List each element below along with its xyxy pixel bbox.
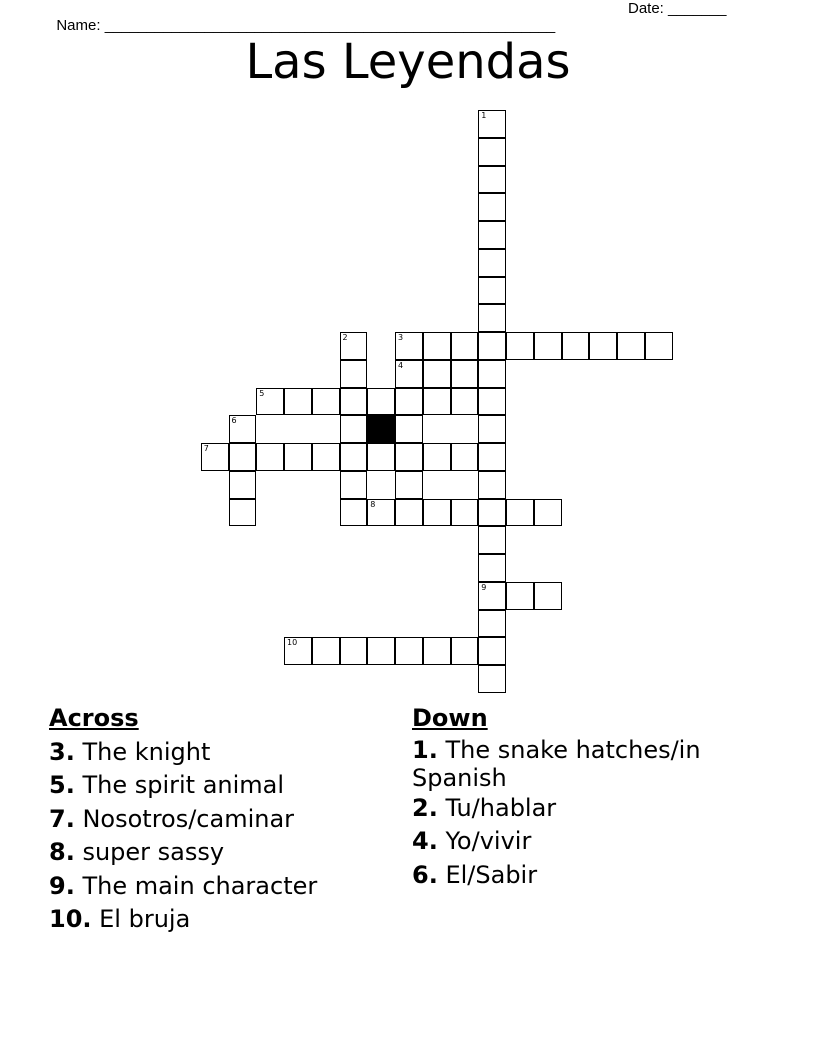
crossword-cell[interactable] <box>395 388 423 416</box>
clue-number: 1. <box>412 735 438 764</box>
across-heading: Across <box>49 704 139 732</box>
crossword-cell[interactable] <box>229 415 257 443</box>
across-clues <box>49 702 389 937</box>
crossword-cell[interactable] <box>478 526 506 554</box>
crossword-cell[interactable] <box>340 637 368 665</box>
crossword-cell[interactable] <box>395 499 423 527</box>
crossword-black-cell <box>367 415 395 443</box>
crossword-cell[interactable] <box>534 582 562 610</box>
crossword-cell[interactable] <box>367 499 395 527</box>
crossword-cell[interactable] <box>589 332 617 360</box>
crossword-cell[interactable] <box>451 388 479 416</box>
cell-number: 3 <box>398 333 404 342</box>
cell-number: 9 <box>481 582 487 592</box>
crossword-cell[interactable] <box>478 471 506 499</box>
crossword-cell[interactable] <box>478 110 506 138</box>
crossword-cell[interactable] <box>478 277 506 305</box>
crossword-cell[interactable] <box>534 332 562 360</box>
clue-number: 8. <box>49 838 75 866</box>
crossword-cell[interactable] <box>229 499 257 527</box>
crossword-cell[interactable] <box>312 388 340 416</box>
clue-text: The snake hatches/in Spanish <box>412 735 701 792</box>
across-clue <box>49 769 389 803</box>
crossword-cell[interactable] <box>284 388 312 416</box>
down-clues <box>412 702 752 892</box>
across-clue <box>49 870 389 904</box>
clue-text: Yo/vivir <box>437 827 532 855</box>
clue-number: 2. <box>412 793 438 822</box>
crossword-cell[interactable] <box>451 499 479 527</box>
crossword-cell[interactable] <box>229 443 257 471</box>
crossword-cell[interactable] <box>201 443 229 471</box>
crossword-cell[interactable] <box>478 554 506 582</box>
clue-text: Tu/hablar <box>437 793 557 822</box>
cell-number: 1 <box>481 111 487 120</box>
crossword-cell[interactable] <box>340 415 368 443</box>
crossword-cell[interactable] <box>451 360 479 388</box>
cell-number: 4 <box>398 360 404 370</box>
across-clue <box>49 903 389 937</box>
cell-number: 6 <box>231 416 237 426</box>
crossword-cell[interactable] <box>423 637 451 665</box>
crossword-cell[interactable] <box>478 582 506 610</box>
across-clue <box>49 803 389 837</box>
clue-text: The main character <box>74 871 318 900</box>
crossword-cell[interactable] <box>367 443 395 471</box>
crossword-cell[interactable] <box>478 637 506 665</box>
crossword-cell[interactable] <box>340 360 368 388</box>
crossword-cell[interactable] <box>478 138 506 166</box>
crossword-cell[interactable] <box>506 582 534 610</box>
cell-number: 8 <box>370 499 376 509</box>
across-clue <box>49 836 389 870</box>
clue-number: 10. <box>49 905 92 933</box>
crossword-cell[interactable] <box>312 637 340 665</box>
crossword-cell[interactable] <box>478 415 506 443</box>
crossword-cell[interactable] <box>562 332 590 360</box>
crossword-cell[interactable] <box>423 332 451 360</box>
crossword-cell[interactable] <box>340 388 368 416</box>
clue-number: 4. <box>412 827 438 855</box>
crossword-cell[interactable] <box>478 166 506 194</box>
cell-number: 7 <box>203 444 209 453</box>
crossword-cell[interactable] <box>340 499 368 527</box>
clue-text: super sassy <box>74 838 225 866</box>
crossword-cell[interactable] <box>395 637 423 665</box>
down-clue <box>412 736 752 792</box>
crossword-cell[interactable] <box>256 443 284 471</box>
down-clue <box>412 859 752 893</box>
clue-number: 3. <box>49 737 75 766</box>
clue-text: The knight <box>74 737 211 766</box>
crossword-cell[interactable] <box>506 499 534 527</box>
crossword-cell[interactable] <box>478 193 506 221</box>
crossword-cell[interactable] <box>395 471 423 499</box>
crossword-cell[interactable] <box>423 388 451 416</box>
crossword-cell[interactable] <box>478 332 506 360</box>
crossword-cell[interactable] <box>284 443 312 471</box>
crossword-cell[interactable] <box>478 388 506 416</box>
down-clue <box>412 792 752 826</box>
date-field[interactable]: Date: _______ <box>628 0 727 17</box>
crossword-cell[interactable] <box>395 360 423 388</box>
crossword-cell[interactable] <box>478 499 506 527</box>
crossword-cell[interactable] <box>478 304 506 332</box>
clue-text: Nosotros/caminar <box>74 804 295 833</box>
crossword-cell[interactable] <box>423 443 451 471</box>
crossword-cell[interactable] <box>478 249 506 277</box>
crossword-cell[interactable] <box>478 610 506 638</box>
clue-text: El bruja <box>91 905 191 933</box>
crossword-cell[interactable] <box>340 332 368 360</box>
crossword-cell[interactable] <box>256 388 284 416</box>
crossword-cell[interactable] <box>506 332 534 360</box>
crossword-cell[interactable] <box>534 499 562 527</box>
clue-number: 6. <box>412 860 438 889</box>
crossword-cell[interactable] <box>229 471 257 499</box>
crossword-cell[interactable] <box>451 637 479 665</box>
down-heading: Down <box>412 704 488 732</box>
crossword-cell[interactable] <box>284 637 312 665</box>
crossword-cell[interactable] <box>478 360 506 388</box>
crossword-cell[interactable] <box>395 415 423 443</box>
clue-text: The spirit animal <box>74 771 285 799</box>
across-clue <box>49 736 389 770</box>
crossword-cell[interactable] <box>340 471 368 499</box>
crossword-cell[interactable] <box>451 332 479 360</box>
crossword-cell[interactable] <box>478 665 506 693</box>
cell-number: 5 <box>259 388 265 398</box>
crossword-cell[interactable] <box>617 332 645 360</box>
crossword-cell[interactable] <box>478 221 506 249</box>
crossword-cell[interactable] <box>451 443 479 471</box>
crossword-cell[interactable] <box>423 360 451 388</box>
crossword-cell[interactable] <box>423 499 451 527</box>
crossword-cell[interactable] <box>395 332 423 360</box>
name-field[interactable]: Name: ______________________________________________________ <box>56 17 556 34</box>
down-clue <box>412 825 752 859</box>
crossword-cell[interactable] <box>367 637 395 665</box>
crossword-cell[interactable] <box>395 443 423 471</box>
clue-number: 5. <box>49 771 75 799</box>
clue-text: El/Sabir <box>437 860 538 889</box>
cell-number: 10 <box>287 638 298 648</box>
cell-number: 2 <box>342 333 348 342</box>
crossword-cell[interactable] <box>478 443 506 471</box>
crossword-cell[interactable] <box>312 443 340 471</box>
crossword-cell[interactable] <box>645 332 673 360</box>
clue-number: 9. <box>49 871 75 900</box>
crossword-cell[interactable] <box>340 443 368 471</box>
page-title: Las Leyendas <box>245 34 571 90</box>
clue-number: 7. <box>49 804 75 833</box>
crossword-cell[interactable] <box>367 388 395 416</box>
